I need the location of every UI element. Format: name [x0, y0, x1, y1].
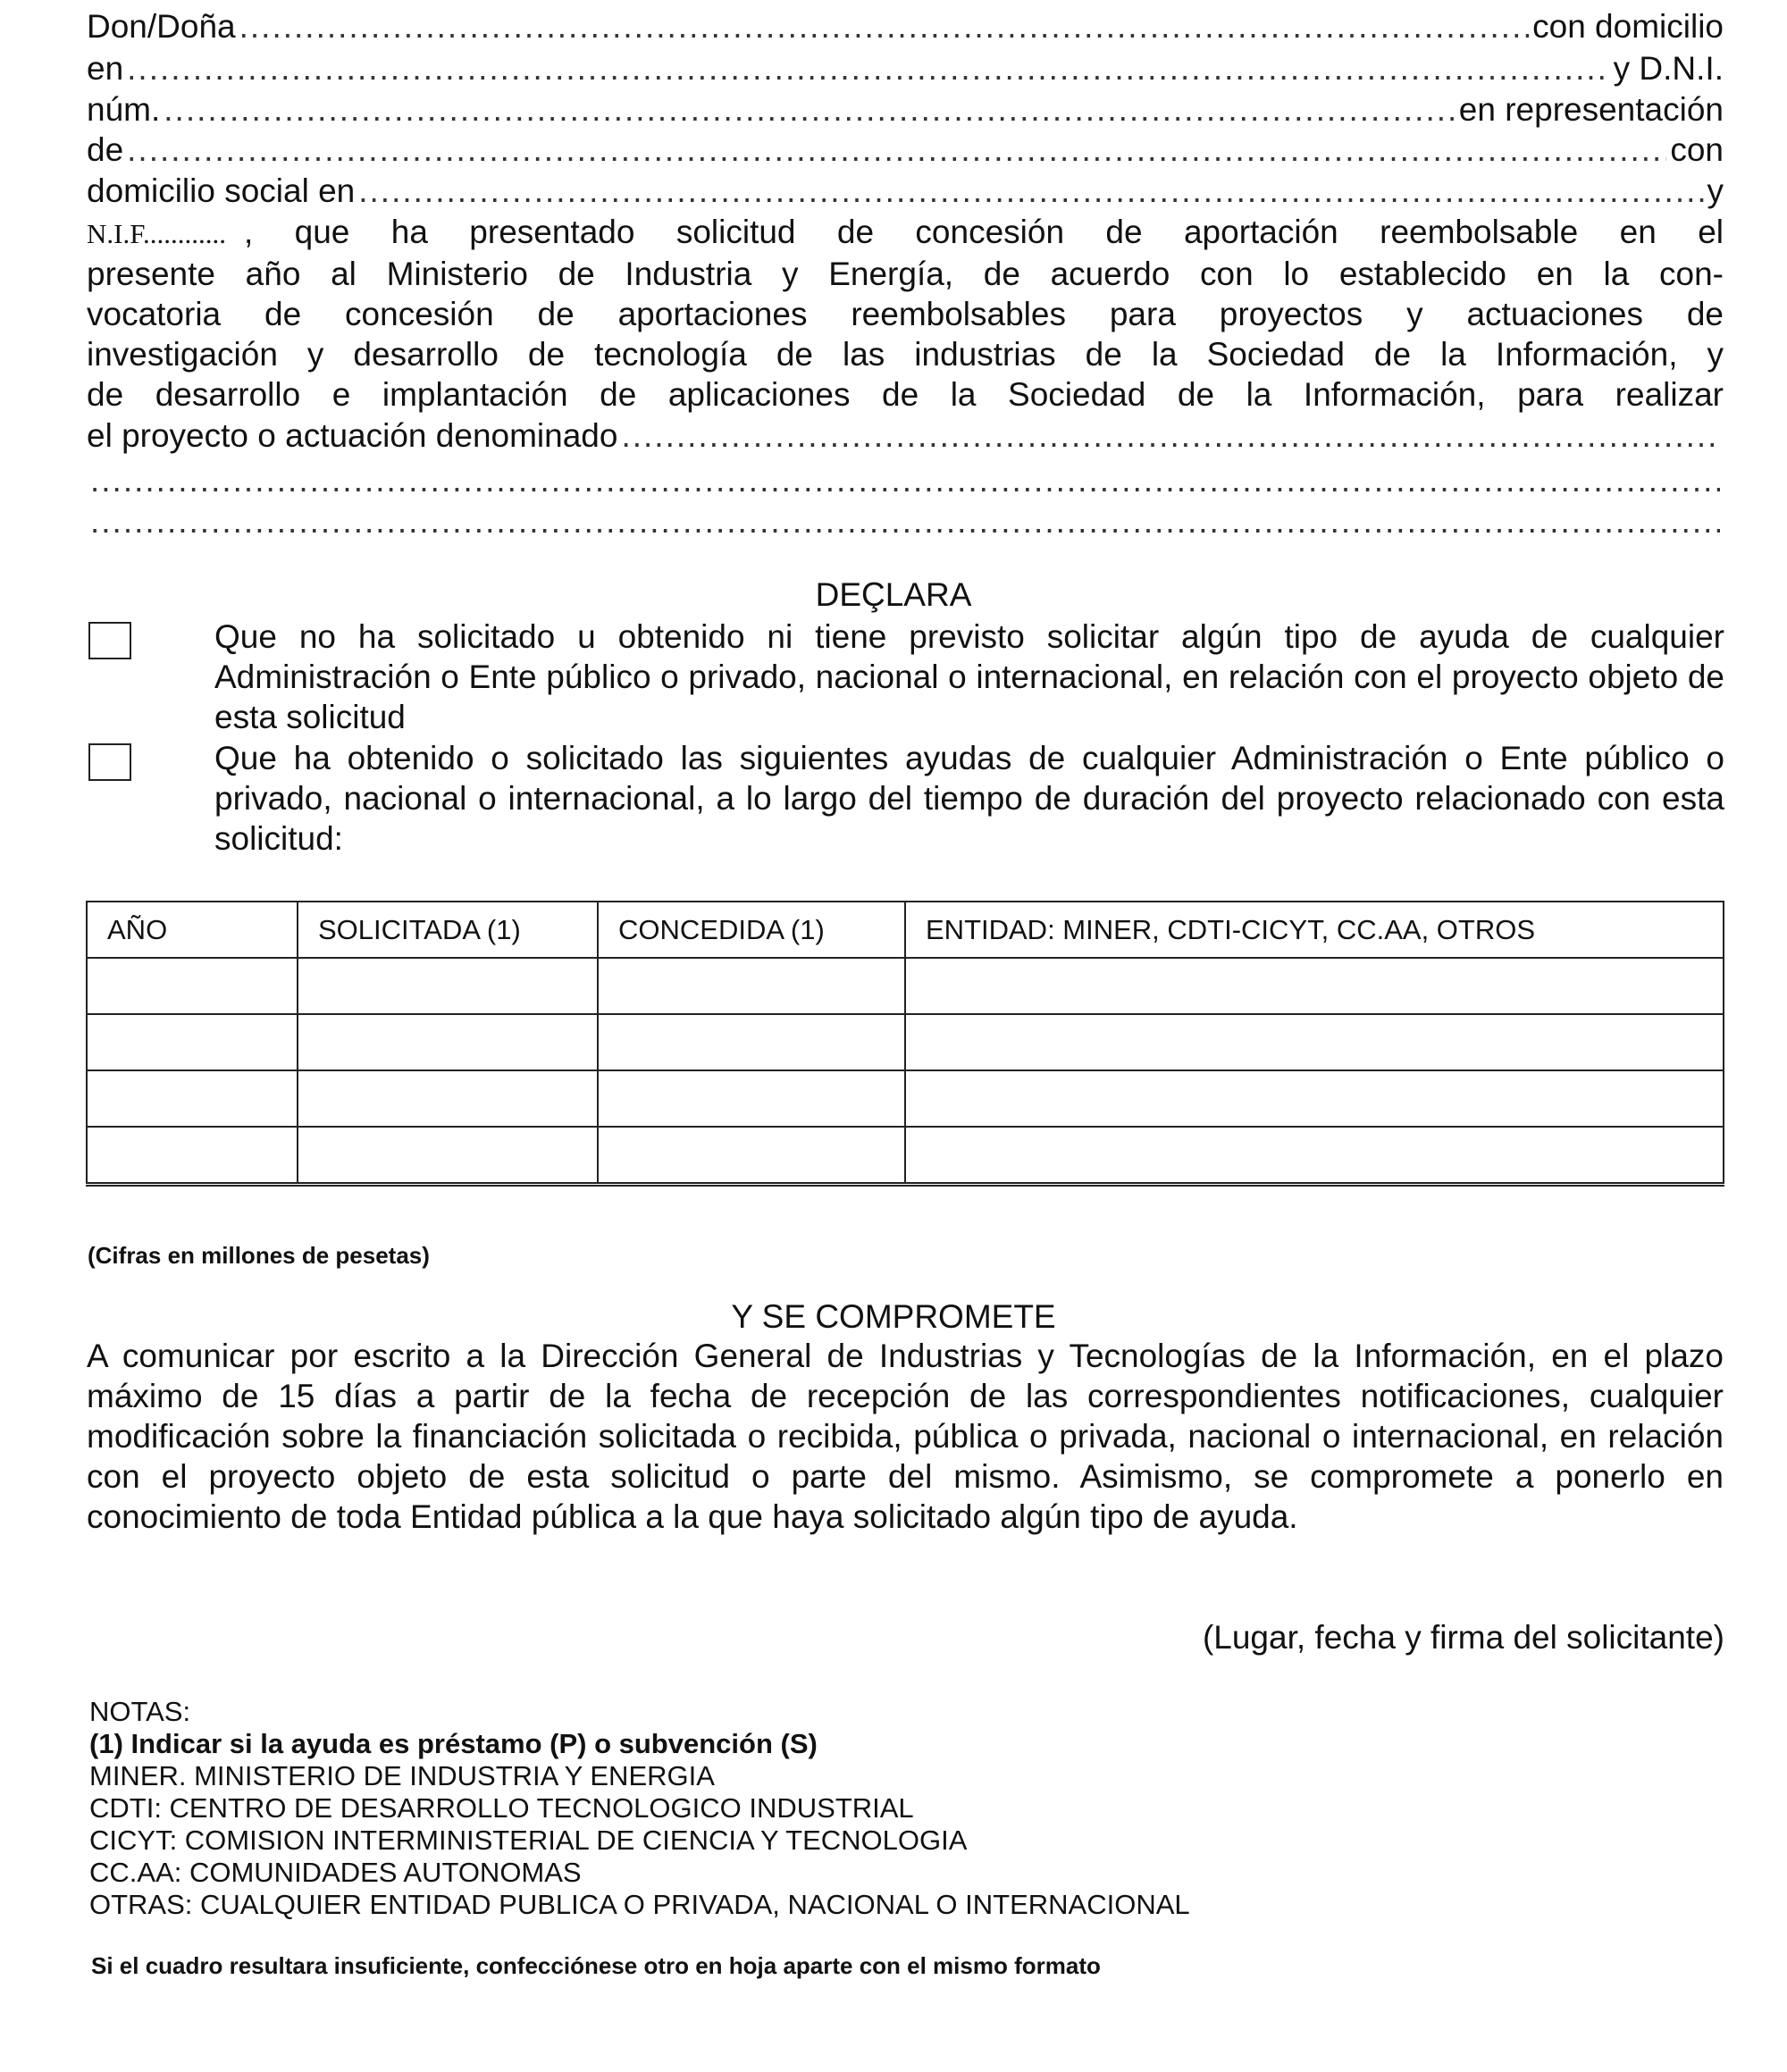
table-cell[interactable] [298, 1014, 598, 1070]
table-cell[interactable] [905, 958, 1724, 1014]
table-cell[interactable] [598, 1070, 905, 1127]
project-field-2[interactable] [90, 459, 1720, 502]
option1-text: Que no ha solicitado u obtenido ni tiene previsto solicitar algún tipo de ayuda de cualquier Administración o Ente público o privado, nacional o internacional, en relación con el proyecto objeto de esta solicitud [214, 618, 1724, 735]
nif-label: N.I.F............ [87, 218, 226, 249]
table-cell[interactable] [905, 1127, 1724, 1185]
dni-field[interactable] [164, 88, 1456, 131]
table-cell[interactable] [298, 958, 598, 1014]
option2-checkbox[interactable] [88, 743, 131, 781]
table-cell[interactable] [598, 1014, 905, 1070]
name-field[interactable] [239, 5, 1530, 48]
address-field[interactable] [127, 47, 1610, 90]
table-header-row [87, 902, 1724, 958]
social-address-line [87, 170, 1724, 213]
note-line: CC.AA: COMUNIDADES AUTONOMAS [89, 1857, 582, 1888]
header-requested: SOLICITADA (1) [298, 902, 598, 958]
social-address-label: domicilio social en [87, 172, 356, 209]
signature-label: (Lugar, fecha y firma del solicitante) [1202, 1619, 1724, 1656]
notes-bold-line: (1) Indicar si la ayuda es préstamo (P) o subvención (S) [89, 1728, 818, 1759]
declara-heading: DEÇLARA [815, 576, 972, 613]
intro-line-4: de desarrollo e implantación de aplicaciones de la Sociedad de la Información, para realizar [87, 376, 1724, 413]
dni-number-label: núm. [87, 91, 161, 128]
option1-checkbox[interactable] [88, 622, 131, 659]
intro-paragraph [87, 254, 1724, 415]
table-row [87, 1014, 1724, 1070]
address-label: en [87, 50, 124, 87]
table-cell[interactable] [598, 958, 905, 1014]
header-year: AÑO [87, 902, 298, 958]
table-cell[interactable] [87, 1070, 298, 1127]
note-line: CDTI: CENTRO DE DESARROLLO TECNOLOGICO INDUSTRIAL [89, 1792, 914, 1824]
project-line [87, 415, 1724, 457]
intro-line-1: presente año al Ministerio de Industria y Energía, de acuerdo con lo establecido en la con- [87, 256, 1724, 292]
project-label: el proyecto o actuación denominado [87, 417, 618, 454]
table-row [87, 958, 1724, 1014]
con-label: con [1670, 131, 1724, 168]
table-row [87, 1070, 1724, 1127]
domicile-label: con domicilio [1532, 8, 1724, 45]
project-continuation-1 [87, 459, 1724, 502]
table-row [87, 1127, 1724, 1185]
representation-label: en representación [1458, 91, 1724, 128]
intro-line-3: investigación y desarrollo de tecnología de las industrias de la Sociedad de la Información, y [87, 336, 1724, 373]
table-cell[interactable] [298, 1070, 598, 1127]
compromete-text: A comunicar por escrito a la Dirección General de Industrias y Tecnologías de la Información, en el plazo máximo de 15 días a partir de la fecha de recepción de las correspondientes notificaciones, cualquier modificación sobre la financiación solicitada o recibida, pública o privada, nacional o internacional, en relación con el proyecto objeto de esta solicitud o parte del mismo. Asimismo, se compromete a ponerlo en conocimiento de toda Entidad pública a la que haya solicitado algún tipo de ayuda. [87, 1338, 1724, 1535]
company-field[interactable] [127, 129, 1666, 172]
table-cell[interactable] [298, 1127, 598, 1185]
social-address-field[interactable] [358, 170, 1703, 213]
note-line: MINER. MINISTERIO DE INDUSTRIA Y ENERGIA [89, 1760, 715, 1791]
intro-line-2: vocatoria de concesión de aportaciones reembolsables para proyectos y actuaciones de [87, 296, 1724, 332]
aid-table [86, 901, 1724, 1187]
header-granted: CONCEDIDA (1) [598, 902, 905, 958]
company-label: de [87, 131, 124, 168]
header-entity: ENTIDAD: MINER, CDTI-CICYT, CC.AA, OTROS [905, 902, 1724, 958]
cifras-note: (Cifras en millones de pesetas) [88, 1242, 430, 1269]
notes-section [89, 1696, 1190, 1921]
notes-title: NOTAS: [89, 1696, 191, 1727]
table-cell[interactable] [598, 1127, 905, 1185]
company-line [87, 129, 1724, 172]
project-field-3[interactable] [90, 500, 1720, 543]
note-line: OTRAS: CUALQUIER ENTIDAD PUBLICA O PRIVADA, NACIONAL O INTERNACIONAL [89, 1889, 1190, 1920]
nif-line [87, 211, 1724, 254]
option2-text: Que ha obtenido o solicitado las siguientes ayudas de cualquier Administración o Ente público o privado, nacional o internacional, a lo largo del tiempo de duración del proyecto relacionado con esta solicitud: [214, 740, 1724, 857]
y-label: y [1707, 172, 1724, 209]
dni-line [87, 88, 1724, 131]
table-cell[interactable] [905, 1014, 1724, 1070]
table-cell[interactable] [87, 1014, 298, 1070]
nif-rest: , que ha presentado solicitud de concesión de aportación reembolsable en el [243, 214, 1724, 250]
address-line [87, 47, 1724, 90]
note-line: CICYT: COMISION INTERMINISTERIAL DE CIENCIA Y TECNOLOGIA [89, 1825, 968, 1856]
dni-label: y D.N.I. [1613, 50, 1724, 87]
table-cell[interactable] [87, 1127, 298, 1185]
footer-note: Si el cuadro resultara insuficiente, confecciónese otro en hoja aparte con el mismo formato [91, 1952, 1101, 1979]
compromete-heading: Y SE COMPROMETE [731, 1298, 1056, 1335]
name-label: Don/Doña [87, 8, 236, 45]
table-cell[interactable] [87, 958, 298, 1014]
name-line [87, 5, 1724, 48]
project-field[interactable] [621, 415, 1720, 457]
project-continuation-2 [87, 500, 1724, 543]
table-cell[interactable] [905, 1070, 1724, 1127]
